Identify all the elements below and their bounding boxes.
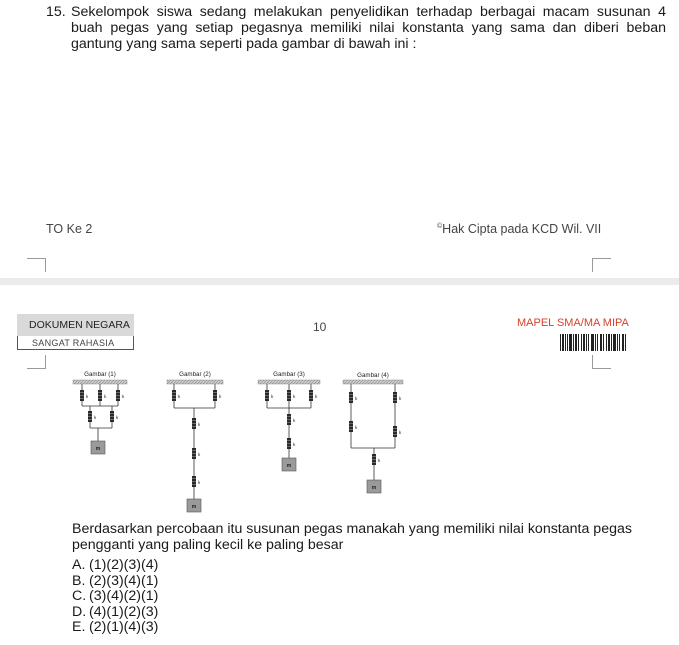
option-c[interactable] (72, 589, 158, 605)
option-letter: B. (72, 572, 86, 589)
spring-k-label: k (271, 394, 274, 399)
copyright-text: Hak Cipta pada KCD Wil. VII (442, 222, 602, 236)
spring-k-label: k (293, 394, 296, 399)
spring-k-label: k (86, 394, 89, 399)
spring-k-label: k (116, 415, 119, 420)
option-text: (1)(2)(3)(4) (89, 557, 159, 573)
spring-k-label: k (355, 425, 358, 430)
mass-label: m (191, 504, 197, 510)
option-letter: C. (72, 588, 87, 604)
option-letter: A. (72, 557, 86, 573)
mass-label: m (286, 463, 292, 469)
document-badge: DOKUMEN NEGARA (17, 314, 134, 336)
figure-label-3: Gambar (3) (273, 371, 305, 378)
footer-exam-label: TO Ke 2 (46, 222, 93, 236)
spring-k-label: k (104, 394, 107, 399)
spring-k-label: k (315, 394, 318, 399)
spring-k-label: k (293, 418, 296, 423)
spring-figure (68, 366, 408, 518)
option-a[interactable] (72, 558, 158, 574)
spring-k-label: k (399, 396, 402, 401)
ceiling (258, 380, 320, 384)
mass-block (91, 441, 381, 512)
option-text: (3)(4)(2)(1) (89, 588, 159, 604)
spring-k-label: k (178, 394, 181, 399)
mass-label: m (95, 446, 101, 452)
spring (80, 390, 397, 487)
ceiling (167, 380, 223, 384)
subject-label: MAPEL SMA/MA MIPA (517, 317, 629, 329)
crop-mark (27, 258, 46, 272)
option-b[interactable] (72, 574, 158, 590)
copyright-symbol: © (437, 222, 443, 230)
question-text: Sekelompok siswa sedang melakukan penyelidikan terhadap berbagai macam susunan 4 buah pegas yang setiap pegasnya memiliki nilai konstanta yang sama dan diberi beban gantung yang sama seperti pada gambar di bawah ini : (71, 4, 666, 52)
option-text: (2)(3)(4)(1) (89, 572, 159, 589)
option-text: (2)(1)(4)(3) (89, 619, 159, 635)
spring-k-label: k (355, 396, 358, 401)
spring-k-label: k (198, 422, 201, 427)
question-number: 15. (46, 4, 66, 20)
question-tail: Berdasarkan percobaan itu susunan pegas manakah yang memiliki nilai konstanta pegas pengganti yang paling kecil ke paling besar (72, 521, 632, 553)
spring-k-label: k (219, 394, 222, 399)
option-text: (4)(1)(2)(3) (89, 603, 159, 620)
secret-label: SANGAT RAHASIA (17, 336, 134, 350)
spring-k-label: k (399, 430, 402, 435)
crop-mark (592, 355, 611, 369)
figure-label-4: Gambar (4) (357, 372, 389, 379)
option-letter: D. (72, 603, 87, 620)
crop-mark (27, 355, 46, 369)
spring-k-label: k (198, 452, 201, 457)
ceiling (343, 380, 403, 384)
spring-k-label: k (122, 394, 125, 399)
ceiling (73, 380, 127, 384)
crop-mark (592, 258, 611, 272)
question-block (46, 4, 666, 52)
spring-k-label: k (94, 415, 97, 420)
answer-options (72, 558, 158, 636)
option-letter: E. (72, 619, 86, 635)
figure-label-2: Gambar (2) (179, 371, 211, 378)
mass-label: m (371, 485, 377, 491)
spring-k-label: k (378, 458, 381, 463)
page-number: 10 (313, 320, 327, 334)
spring-k-label: k (198, 480, 201, 485)
option-d[interactable] (72, 605, 158, 621)
page-separator (0, 278, 679, 285)
figure-label-1: Gambar (1) (84, 371, 116, 378)
spring-k-label: k (293, 442, 296, 447)
option-e[interactable] (72, 620, 158, 636)
barcode-icon (560, 334, 627, 351)
footer-copyright (437, 222, 601, 236)
